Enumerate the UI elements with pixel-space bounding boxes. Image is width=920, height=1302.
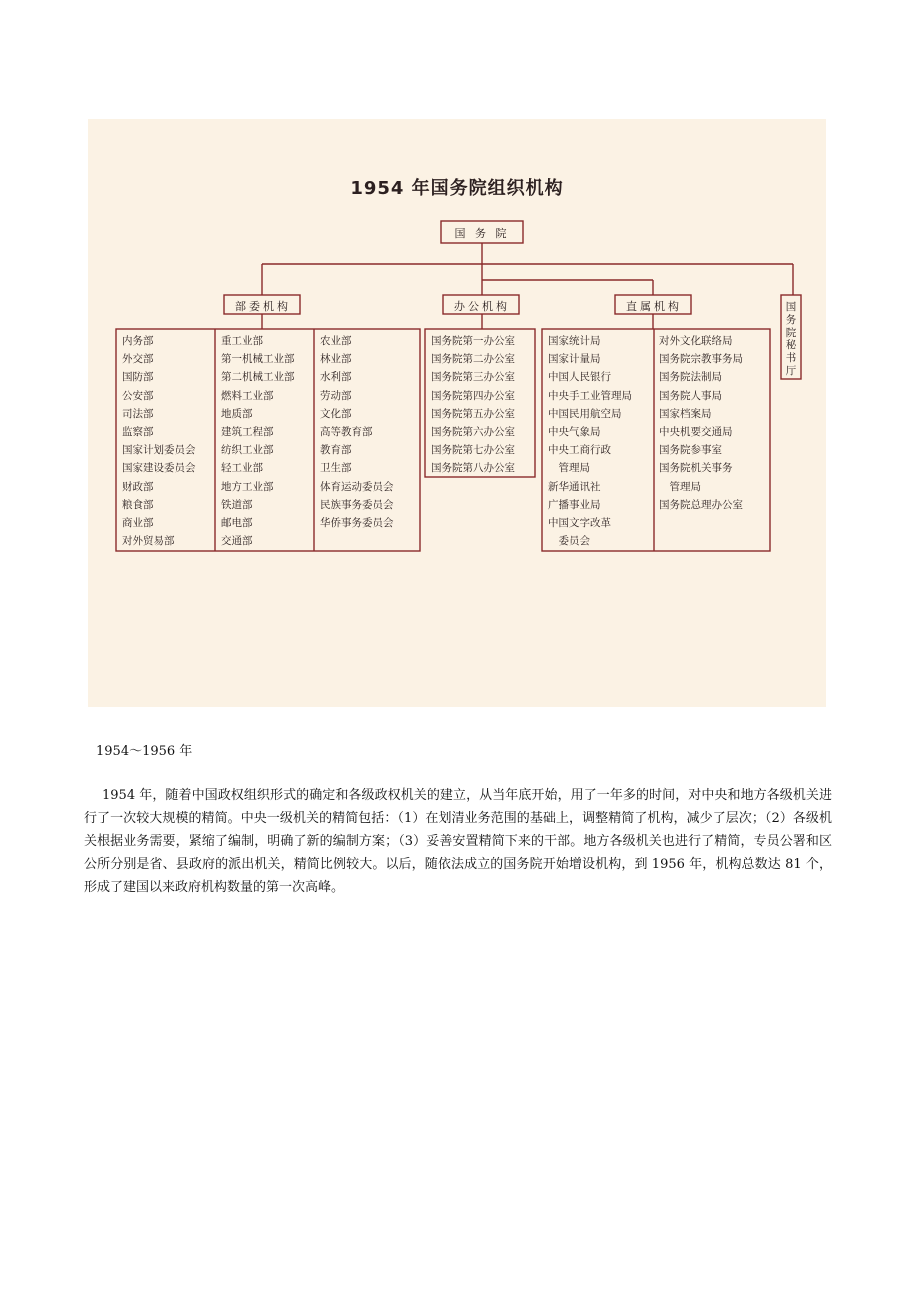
org-unit: 监察部 [122,425,154,438]
ministries-label: 部委机构 [235,300,291,313]
org-unit: 地质部 [221,407,253,420]
org-unit: 民族事务委员会 [320,498,394,511]
org-unit: 内务部 [122,335,154,347]
org-unit: 国家档案局 [659,407,712,420]
org-unit: 中央手工业管理局 [548,389,632,402]
org-unit: 广播事业局 [548,498,601,511]
root-label: 国 务 院 [454,227,510,240]
org-unit: 铁道部 [221,498,253,511]
org-unit: 林业部 [320,353,352,366]
org-unit: 国防部 [122,371,154,384]
org-unit: 农业部 [320,335,352,347]
ministries-column-2 [221,332,295,550]
org-unit: 高等教育部 [320,425,373,438]
org-unit: 燃料工业部 [221,389,274,402]
org-unit: 第二机械工业部 [221,371,295,384]
org-unit: 中央工商行政 [548,444,611,457]
org-unit: 国务院第二办公室 [431,353,515,366]
org-unit: 国家建设委员会 [122,462,196,475]
offices-column [431,332,515,478]
section-heading-years: 1954～1956 年 [96,744,193,759]
org-unit: 委员会 [548,535,590,548]
org-unit: 国务院第三办公室 [431,371,515,384]
org-unit: 重工业部 [221,335,263,347]
org-unit: 国务院机关事务 [659,462,733,475]
org-unit: 对外文化联络局 [659,335,733,347]
org-unit: 轻工业部 [221,462,263,475]
direct-column-1 [548,332,632,550]
org-unit: 纺织工业部 [221,444,274,457]
ministries-column-3 [320,332,394,532]
org-unit: 国务院第四办公室 [431,389,515,402]
org-unit: 劳动部 [320,389,352,402]
org-unit: 国务院第八办公室 [431,462,515,475]
org-chart-figure [88,119,826,707]
offices-label: 办公机构 [454,300,510,313]
org-unit: 水利部 [320,371,352,384]
org-unit: 中国文字改革 [548,516,611,529]
org-unit: 中央机要交通局 [659,425,733,438]
org-unit: 粮食部 [122,498,154,511]
org-unit: 国务院第六办公室 [431,425,515,438]
org-unit: 教育部 [320,444,352,457]
org-unit: 外交部 [122,353,154,366]
org-unit: 邮电部 [221,516,253,529]
body-paragraph: 1954 年，随着中国政权组织形式的确定和各级政权机关的建立，从当年底开始，用了一年多的时间，对中央和地方各级机关进行了一次较大规模的精简。中央一级机关的精简包括：（1）在划清业务范围的基础上，调整精简了机构，减少了层次；（2）各级机关根据业务需要，紧缩了编制，明确了新的编制方案；（3）妥善安置精简下来的干部。地方各级机关也进行了精简，专员公署和区公所分别是省、县政府的派出机关，精简比例较大。以后，随依法成立的国务院开始增设机构，到 1956 年，机构总数达 81 个，形成了建国以来政府机构数量的第一次高峰。 [84,788,832,895]
org-unit: 新华通讯社 [548,480,601,493]
org-unit: 商业部 [122,516,154,529]
org-unit: 中央气象局 [548,425,601,438]
org-unit: 国务院第一办公室 [431,335,515,347]
org-unit: 国家统计局 [548,335,601,347]
org-unit: 国务院总理办公室 [659,498,743,511]
secretariat-label: 国 务 院 秘 书 厅 [785,301,797,377]
org-unit: 对外贸易部 [122,535,175,548]
chart-title: 1954 年国务院组织机构 [350,178,564,199]
org-unit: 财政部 [122,480,154,493]
org-unit: 建筑工程部 [221,425,274,438]
org-unit: 公安部 [122,389,154,402]
org-unit: 体育运动委员会 [320,480,394,493]
org-unit: 华侨事务委员会 [320,516,394,529]
ministries-column-1 [122,332,196,550]
org-unit: 管理局 [548,462,590,475]
org-unit: 交通部 [221,535,253,548]
org-unit: 卫生部 [320,462,352,475]
org-unit: 国家计量局 [548,353,601,366]
org-unit: 管理局 [659,480,701,493]
direct-label: 直属机构 [626,300,682,313]
org-unit: 司法部 [122,407,154,420]
org-unit: 国务院法制局 [659,371,722,384]
org-unit: 国务院第五办公室 [431,407,515,420]
org-unit: 第一机械工业部 [221,353,295,366]
org-unit: 国务院人事局 [659,389,722,402]
org-unit: 国务院参事室 [659,444,722,457]
org-unit: 中国人民银行 [548,371,611,384]
org-unit: 地方工业部 [221,480,274,493]
org-unit: 国务院宗教事务局 [659,353,743,366]
org-unit: 文化部 [320,407,352,420]
org-unit: 国务院第七办公室 [431,444,515,457]
direct-column-2 [659,332,743,514]
org-unit: 中国民用航空局 [548,407,622,420]
org-unit: 国家计划委员会 [122,444,196,457]
